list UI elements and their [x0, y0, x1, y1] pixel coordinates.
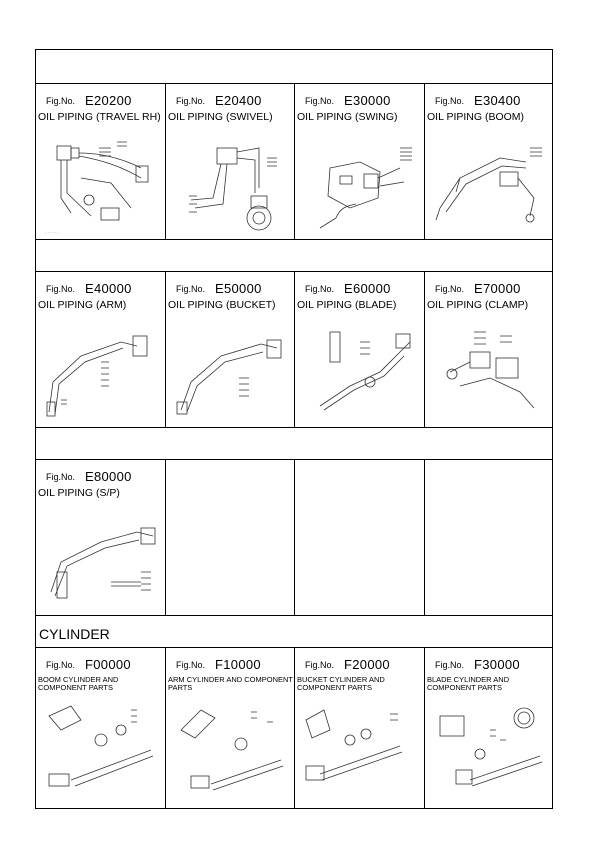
fig-label: Fig.No.	[46, 471, 76, 482]
fig-label: Fig.No.	[305, 283, 335, 294]
figure-cell[interactable]	[425, 648, 554, 808]
figure-cell	[425, 460, 554, 615]
figure-cell[interactable]	[425, 84, 554, 239]
figure-cell	[295, 460, 425, 615]
figure-cell[interactable]	[425, 272, 554, 427]
fig-label: Fig.No.	[46, 95, 76, 106]
figure-cell[interactable]	[36, 648, 166, 808]
section-band	[36, 428, 552, 460]
fig-label: Fig.No.	[305, 95, 335, 106]
diagram-thumbnail[interactable]	[40, 138, 162, 238]
figure-row	[36, 460, 552, 616]
fig-number[interactable]: E40000	[85, 281, 132, 297]
fig-number[interactable]: E20200	[85, 93, 132, 109]
fig-number[interactable]: F30000	[474, 657, 520, 673]
fig-title: BUCKET CYLINDER AND COMPONENT PARTS	[297, 675, 385, 692]
figure-cell[interactable]	[166, 648, 295, 808]
fig-number[interactable]: E30400	[474, 93, 521, 109]
fig-title: OIL PIPING (CLAMP)	[427, 299, 529, 311]
fig-title: OIL PIPING (SWIVEL)	[168, 111, 273, 123]
fig-title: ARM CYLINDER AND COMPONENT PARTS	[168, 675, 293, 692]
fig-number[interactable]: E30000	[344, 93, 391, 109]
fig-title: OIL PIPING (S/P)	[38, 487, 120, 499]
figure-cell[interactable]	[295, 84, 425, 239]
section-band	[36, 240, 552, 272]
fig-label: Fig.No.	[435, 95, 465, 106]
fig-label: Fig.No.	[176, 95, 206, 106]
diagram-thumbnail[interactable]	[170, 322, 292, 422]
diagram-thumbnail[interactable]	[170, 700, 292, 800]
fig-number[interactable]: E70000	[474, 281, 521, 297]
diagram-thumbnail[interactable]	[429, 700, 551, 800]
fig-label: Fig.No.	[305, 659, 335, 670]
diagram-thumbnail[interactable]	[299, 700, 421, 800]
fig-title: OIL PIPING (ARM)	[38, 299, 127, 311]
figure-row	[36, 272, 552, 428]
fig-number[interactable]: E60000	[344, 281, 391, 297]
figure-cell[interactable]	[166, 272, 295, 427]
figure-cell[interactable]	[295, 272, 425, 427]
figure-row	[36, 84, 552, 240]
fig-label: Fig.No.	[46, 659, 76, 670]
fig-number[interactable]: E20400	[215, 93, 262, 109]
fig-label: Fig.No.	[176, 283, 206, 294]
fig-title: OIL PIPING (TRAVEL RH)	[38, 111, 161, 123]
fig-title: OIL PIPING (BUCKET)	[168, 299, 276, 311]
fig-title: OIL PIPING (SWING)	[297, 111, 398, 123]
figure-cell[interactable]	[36, 272, 166, 427]
fig-title: BLADE CYLINDER AND COMPONENT PARTS	[427, 675, 510, 692]
fig-title: BOOM CYLINDER AND COMPONENT PARTS	[38, 675, 119, 692]
section-title: CYLINDER	[39, 626, 110, 642]
fig-label: Fig.No.	[435, 659, 465, 670]
fig-title: OIL PIPING (BOOM)	[427, 111, 525, 123]
diagram-thumbnail[interactable]	[40, 322, 162, 422]
section-band	[36, 50, 552, 84]
figure-cell[interactable]	[166, 84, 295, 239]
figure-cell[interactable]	[36, 84, 166, 239]
figure-cell[interactable]	[36, 460, 166, 615]
diagram-thumbnail[interactable]	[170, 138, 292, 238]
diagram-thumbnail[interactable]	[429, 138, 551, 238]
fig-number[interactable]: F00000	[85, 657, 131, 673]
fig-title: OIL PIPING (BLADE)	[297, 299, 397, 311]
diagram-thumbnail[interactable]	[299, 138, 421, 238]
diagram-thumbnail[interactable]	[299, 322, 421, 422]
fig-number[interactable]: E80000	[85, 469, 132, 485]
diagram-thumbnail[interactable]	[40, 512, 162, 612]
fig-number[interactable]: F20000	[344, 657, 390, 673]
figure-row	[36, 648, 552, 808]
fig-label: Fig.No.	[46, 283, 76, 294]
section-band	[36, 616, 552, 648]
svg-text:· · · · · ·: · · · · · ·	[45, 230, 59, 235]
diagram-thumbnail[interactable]	[429, 322, 551, 422]
fig-label: Fig.No.	[176, 659, 206, 670]
figure-cell[interactable]	[295, 648, 425, 808]
fig-label: Fig.No.	[435, 283, 465, 294]
diagram-thumbnail[interactable]	[40, 700, 162, 800]
fig-number[interactable]: E50000	[215, 281, 262, 297]
fig-number[interactable]: F10000	[215, 657, 261, 673]
figure-cell	[166, 460, 295, 615]
catalog-index-frame	[35, 49, 553, 809]
